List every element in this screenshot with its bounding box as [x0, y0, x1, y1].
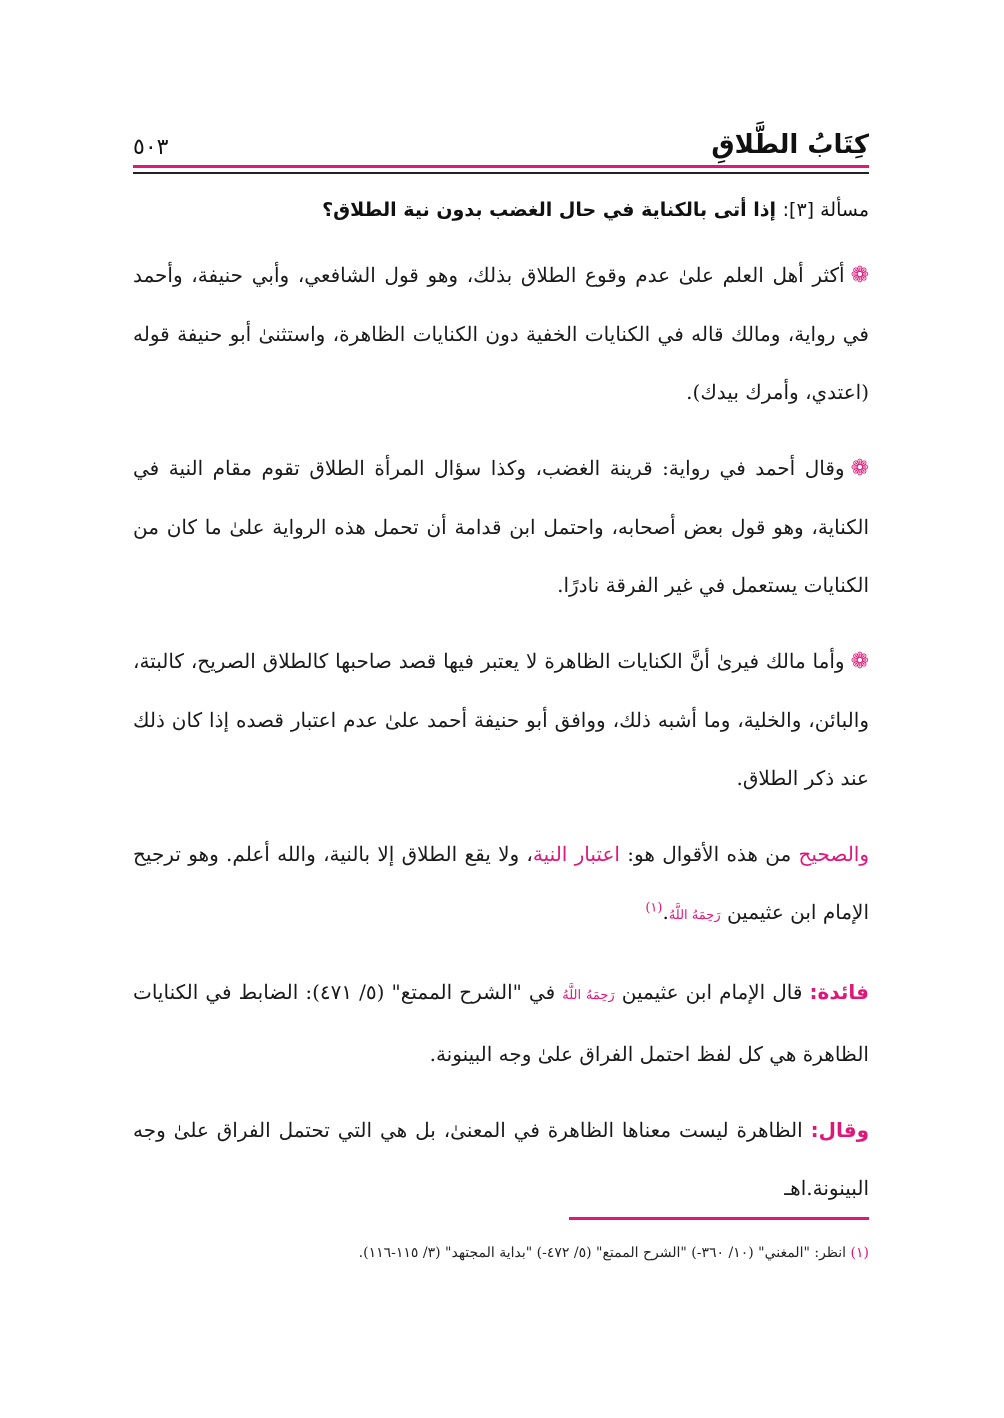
paragraph-text: وأما مالك فيرىٰ أنَّ الكنايات الظاهرة لا يعتبر فيها قصد صاحبها كالطلاق الصريح، كالبتة، والبائن، والخلية، وما أشبه ذلك، ووافق أبو حنيفة أحمد علىٰ عدم اعتبار قصده إذا كان ذلك عند ذكر الطلاق. [133, 649, 869, 790]
header-rule-dark [133, 172, 869, 174]
benefit-text: قال الإمام ابن عثيمين [621, 980, 803, 1004]
issue-title: إذا أتى بالكناية في حال الغضب بدون نية الطلاق؟ [322, 199, 776, 221]
paragraph-conclusion: والصحيح من هذه الأقوال هو: اعتبار النية، ولا يقع الطلاق إلا بالنية، والله أعلم. وهو ترجيح الإمام ابن عثيمين رَحِمَهُ اللَّهُ.$^{(١)}$ [133, 842, 870, 924]
benefit-label: فائدة: [809, 980, 870, 1004]
paragraph-also [133, 1101, 869, 1217]
also-text: الظاهرة ليست معناها الظاهرة في المعنىٰ، بل هي التي تحتمل الفراق علىٰ وجه البينونة.اهـ [133, 1118, 869, 1200]
footnote [133, 1238, 869, 1268]
benefit-text-2: في "الشرح الممتع" (٥/ ٤٧١): الضابط في الكنايات الظاهرة هي كل لفظ احتمل الفراق علىٰ وجه البينونة. [133, 980, 869, 1066]
footnote-number: (١) [850, 1245, 869, 1261]
header-rule-pink [133, 165, 869, 168]
flower-ornament-icon: ❁ [850, 649, 869, 674]
conclusion-text: من هذه الأقوال هو: [627, 842, 792, 866]
paragraph-majority [133, 246, 869, 421]
book-title: كِتَابُ الطَّلاقِ [711, 130, 869, 160]
honorific: رَحِمَهُ اللَّهُ [562, 988, 615, 1003]
conclusion-text-2: ، ولا يقع الطلاق إلا بالنية، والله أعلم. وهو ترجيح الإمام ابن عثيمين [133, 842, 869, 924]
paragraph-ahmad [133, 439, 869, 614]
paragraph-benefit [133, 963, 869, 1083]
issue-heading [133, 190, 869, 230]
issue-label: مسألة [٣]: [782, 199, 869, 221]
flower-ornament-icon: ❁ [850, 263, 869, 288]
page-header [133, 120, 869, 160]
paragraph-text: وقال أحمد في رواية: قرينة الغضب، وكذا سؤال المرأة الطلاق تقوم مقام النية في الكناية، وهو قول بعض أصحابه، واحتمل ابن قدامة أن تحمل هذه الرواية علىٰ ما كان من الكنايات يستعمل في غير الفرقة نادرًا. [133, 456, 869, 597]
conclusion-highlight: اعتبار النية [532, 842, 620, 866]
footnote-separator [569, 1217, 869, 1220]
honorific: رَحِمَهُ اللَّهُ [668, 908, 721, 923]
page-body [133, 190, 869, 1223]
flower-ornament-icon: ❁ [850, 456, 869, 481]
page-number: ٥٠٣ [133, 135, 169, 160]
footnote-text: انظر: "المغني" (١٠/ ٣٦٠-) "الشرح الممتع" (٥/ ٤٧٢-) "بداية المجتهد" (٣/ ١١٥-١١٦). [358, 1245, 847, 1261]
also-label: وقال: [810, 1118, 870, 1142]
footnote-marker[interactable]: (١) [645, 900, 663, 916]
paragraph-malik [133, 632, 869, 807]
conclusion-label: والصحيح [798, 842, 870, 866]
paragraph-text: أكثر أهل العلم علىٰ عدم وقوع الطلاق بذلك، وهو قول الشافعي، وأبي حنيفة، وأحمد في رواية، ومالك قاله في الكنايات الخفية دون الكنايات الظاهرة، واستثنىٰ أبو حنيفة قوله (اعتدي، وأمرك بيدك). [133, 263, 869, 404]
